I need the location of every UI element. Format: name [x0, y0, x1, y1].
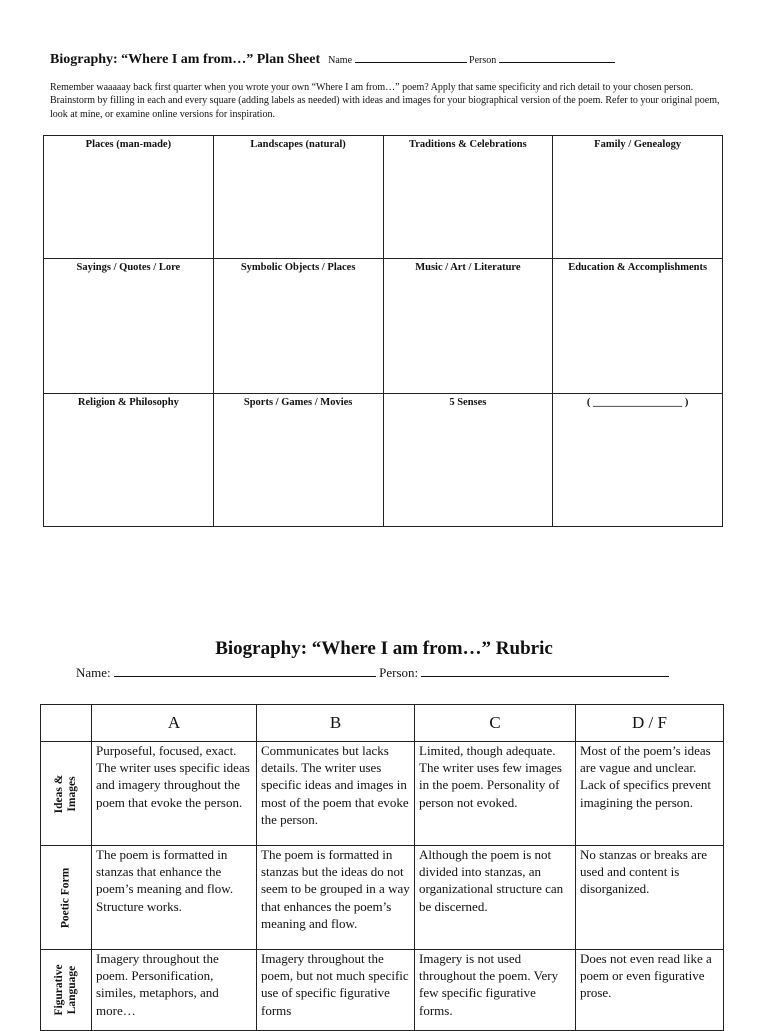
- plan-grid: [43, 135, 723, 527]
- rubric-title: Biography: “Where I am from…” Rubric: [215, 638, 553, 659]
- rubric-name-blank[interactable]: [114, 664, 376, 677]
- criterion-label-line: Poetic Form: [59, 867, 72, 928]
- plan-cell[interactable]: Sports / Games / Movies: [213, 394, 383, 527]
- rubric-person-label: Person:: [379, 665, 419, 680]
- plan-cell[interactable]: Family / Genealogy: [553, 136, 723, 259]
- plan-grid-row: [44, 136, 723, 259]
- plan-intro: Remember waaaaay back first quarter when you wrote your own “Where I am from…” poem? Apply that same specificity and rich detail to your chosen person. Brainstorm by filling in each and every square (adding labels as needed) with ideas and images for your biographical version of the poem. Refer to your original poem, look at mine, or examine online versions for inspiration.: [50, 82, 720, 120]
- criterion-cell: [41, 742, 92, 846]
- criterion-cell: [41, 950, 92, 1031]
- criterion-label: [60, 867, 73, 927]
- grade-header: D / F: [576, 705, 724, 742]
- rubric-name-label: Name:: [76, 665, 111, 680]
- rubric-cell: No stanzas or breaks are used and content is disorganized.: [576, 846, 724, 950]
- plan-cell-custom[interactable]: ( _________________ ): [553, 394, 723, 527]
- plan-header: [50, 50, 730, 68]
- criterion-label-line: Figurative: [53, 964, 65, 1016]
- criterion-label-line: Ideas &: [53, 774, 65, 813]
- criterion-cell: [41, 846, 92, 950]
- plan-cell[interactable]: Symbolic Objects / Places: [213, 259, 383, 394]
- rubric-cell: Imagery is not used throughout the poem. Very few specific figurative forms.: [415, 950, 576, 1031]
- plan-cell[interactable]: Traditions & Celebrations: [383, 136, 553, 259]
- plan-cell[interactable]: Places (man-made): [44, 136, 214, 259]
- rubric-header-row: [41, 705, 724, 742]
- rubric-row-figurative: [41, 950, 724, 1031]
- criterion-label-line: Language: [66, 965, 78, 1015]
- plan-cell[interactable]: Landscapes (natural): [213, 136, 383, 259]
- rubric-table: [40, 704, 724, 1031]
- criterion-label: [53, 964, 79, 1015]
- rubric-cell: Does not even read like a poem or even figurative prose.: [576, 950, 724, 1031]
- rubric-corner: [41, 705, 92, 742]
- rubric-person-blank[interactable]: [421, 664, 669, 677]
- rubric-row-ideas: [41, 742, 724, 846]
- criterion-label: [53, 774, 79, 813]
- rubric-cell: Although the poem is not divided into stanzas, an organizational structure can be discerned.: [415, 846, 576, 950]
- plan-cell[interactable]: Sayings / Quotes / Lore: [44, 259, 214, 394]
- rubric-meta: [76, 664, 716, 681]
- plan-cell[interactable]: Education & Accomplishments: [553, 259, 723, 394]
- plan-person-blank[interactable]: [499, 53, 615, 63]
- plan-name-blank[interactable]: [355, 53, 467, 63]
- rubric-cell: The poem is formatted in stanzas that enhance the poem’s meaning and flow. Structure works.: [92, 846, 257, 950]
- plan-cell[interactable]: Music / Art / Literature: [383, 259, 553, 394]
- rubric-row-form: [41, 846, 724, 950]
- plan-name-label: Name: [328, 55, 353, 66]
- grade-header: C: [415, 705, 576, 742]
- plan-grid-row: [44, 259, 723, 394]
- grade-header: B: [257, 705, 415, 742]
- rubric-cell: Imagery throughout the poem, but not much specific use of specific figurative forms: [257, 950, 415, 1031]
- plan-person-label: Person: [469, 55, 497, 66]
- rubric-cell: Most of the poem’s ideas are vague and unclear. Lack of specifics prevent imagining the person.: [576, 742, 724, 846]
- rubric-cell: The poem is formatted in stanzas but the ideas do not seem to be grouped in a way that enhances the poem’s meaning and flow.: [257, 846, 415, 950]
- plan-title: Biography: “Where I am from…” Plan Sheet: [50, 52, 321, 67]
- grade-header: A: [92, 705, 257, 742]
- rubric-cell: Purposeful, focused, exact. The writer uses specific ideas and imagery throughout the poem that evoke the person.: [92, 742, 257, 846]
- rubric-cell: Imagery throughout the poem. Personification, similes, metaphors, and more…: [92, 950, 257, 1031]
- plan-cell[interactable]: 5 Senses: [383, 394, 553, 527]
- plan-cell[interactable]: Religion & Philosophy: [44, 394, 214, 527]
- rubric-cell: Communicates but lacks details. The writer uses specific ideas and images in most of the poem that evoke the person.: [257, 742, 415, 846]
- rubric-cell: Limited, though adequate. The writer uses few images in the poem. Personality of person not evoked.: [415, 742, 576, 846]
- criterion-label-line: Images: [66, 775, 78, 812]
- plan-grid-row: [44, 394, 723, 527]
